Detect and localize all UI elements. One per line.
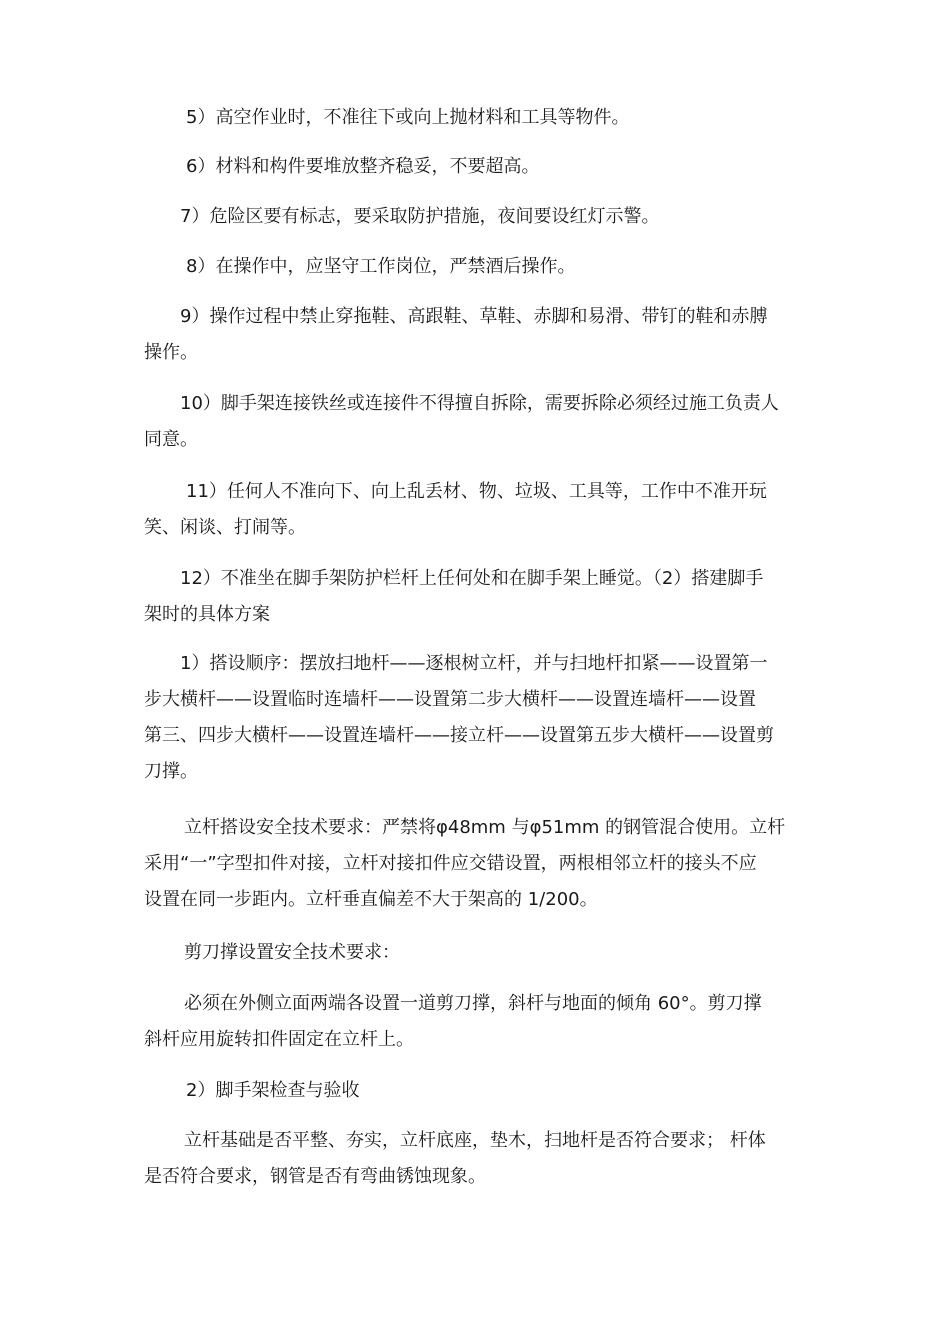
- paragraph-item-5: [144, 100, 824, 136]
- text-line: 9）操作过程中禁止穿拖鞋、高跟鞋、草鞋、赤脚和易滑、带钉的鞋和赤膊: [180, 306, 768, 327]
- text-line: 12）不准坐在脚手架防护栏杆上任何处和在脚手架上睡觉。（2）搭建脚手: [180, 568, 764, 589]
- text-line: 设置在同一步距内。立杆垂直偏差不大于架高的 1/200。: [144, 889, 598, 910]
- text-line: 是否符合要求，钢管是否有弯曲锈蚀现象。: [144, 1166, 486, 1187]
- text-line: 笑、闲谈、打闹等。: [144, 517, 306, 538]
- text-line: 8）在操作中，应坚守工作岗位，严禁酒后操作。: [186, 256, 576, 277]
- paragraph-item-7: [144, 199, 824, 235]
- paragraph-bracing-requirements: [144, 986, 824, 1058]
- text-line: 斜杆应用旋转扣件固定在立杆上。: [144, 1029, 414, 1050]
- text-line: 刀撑。: [144, 761, 198, 782]
- text-line: 10）脚手架连接铁丝或连接件不得擅自拆除，需要拆除必须经过施工负责人: [180, 393, 779, 414]
- text-line: 操作。: [144, 342, 198, 363]
- paragraph-item-11: [144, 474, 824, 546]
- text-line: 同意。: [144, 429, 198, 450]
- text-line: 11）任何人不准向下、向上乱丢材、物、垃圾、工具等，工作中不准开玩: [186, 481, 767, 502]
- text-line: 立杆搭设安全技术要求：严禁将φ48mm 与φ51mm 的钢管混合使用。立杆: [184, 817, 786, 838]
- paragraph-item-12: [144, 561, 824, 633]
- text-line: 立杆基础是否平整、夯实，立杆底座，垫木，扫地杆是否符合要求； 杆体: [184, 1130, 766, 1151]
- paragraph-item-6: [144, 149, 824, 185]
- paragraph-step-2: [144, 1073, 824, 1109]
- paragraph-step-1: [144, 646, 824, 790]
- paragraph-inspection: [144, 1123, 824, 1195]
- text-line: 采用“一”字型扣件对接，立杆对接扣件应交错设置，两根相邻立杆的接头不应: [144, 853, 757, 874]
- text-line: 步大横杆——设置临时连墙杆——设置第二步大横杆——设置连墙杆——设置: [144, 689, 756, 710]
- text-line: 6）材料和构件要堆放整齐稳妥，不要超高。: [186, 156, 540, 177]
- text-line: 剪刀撑设置安全技术要求：: [184, 942, 400, 963]
- text-line: 5）高空作业时，不准往下或向上抛材料和工具等物件。: [186, 107, 630, 128]
- text-line: 必须在外侧立面两端各设置一道剪刀撑，斜杆与地面的倾角 60°。剪刀撑: [184, 993, 762, 1014]
- paragraph-item-8: [144, 249, 824, 285]
- text-line: 第三、四步大横杆——设置连墙杆——接立杆——设置第五步大横杆——设置剪: [144, 725, 774, 746]
- paragraph-item-10: [144, 386, 824, 458]
- paragraph-item-9: [144, 299, 824, 371]
- text-line: 2）脚手架检查与验收: [186, 1080, 360, 1101]
- paragraph-bracing-heading: [144, 935, 824, 971]
- text-line: 1）搭设顺序：摆放扫地杆——逐根树立杆，并与扫地杆扣紧——设置第一: [180, 653, 768, 674]
- text-line: 7）危险区要有标志，要采取防护措施，夜间要设红灯示警。: [180, 206, 660, 227]
- text-line: 架时的具体方案: [144, 604, 270, 625]
- paragraph-upright-requirements: [144, 810, 824, 918]
